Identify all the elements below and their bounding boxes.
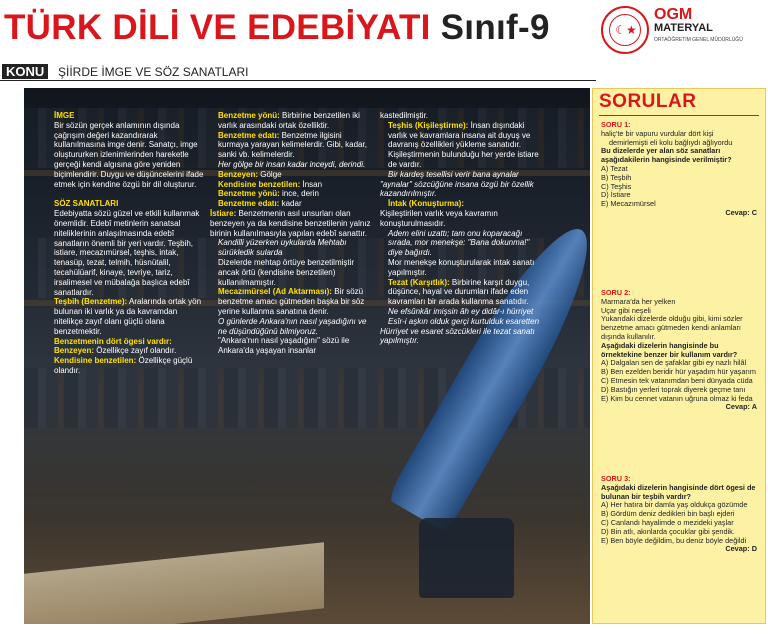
questions-panel bbox=[592, 88, 766, 624]
teshis-example: Bir kardeş tesellisi verir bana aynalar bbox=[388, 169, 519, 179]
option: A) Tezat bbox=[601, 163, 628, 173]
content-column-2: Benzetme yönü: Birbirine benzetilen iki varlık arasındaki ortak özelliktir. Benzetme edatı: Benzetme ilgisini kurmaya yarayan kelimelerdir. Gibi, kadar, sanki vb. kelimelerdir. Her gölge bir insan kadar inceydi, derindi. Benzeyen: Gölge Kendisine benzetilen: İnsan Benzetme yönü: ince, derin Benzetme edatı: kadar İstiare: Benzetmenin asıl unsurları olan benzeyen ya da kendisine benzetilenin yalnız birinin kullanılmasıyla yapılan edebî sanattır. Kandilli yüzerken uykularda Mehtabı sürükledik sularda Dizelerde mehtap örtüye benzetilmiştir ancak örtü (kendisine benzetilen) kullanılmamıştır. Mecazımürsel (Ad Aktarması): Bir sözü benzetme amacı gütmeden başka bir söz yerine kullanma sanatına denir. O günlerde Ankara'nın nasıl yaşadığını ve ne düşündüğünü bilmiyoruz. "Ankara'nın nasıl yaşadığını" sözü ile Ankara'da yaşayan insanlar bbox=[210, 111, 371, 356]
inkpot-image bbox=[419, 518, 514, 598]
benzetme-edati-label: Benzetme edatı: bbox=[218, 130, 280, 140]
option: D) Bastığın yerleri toprak diyerek geçme tanı bbox=[601, 384, 746, 394]
ministry-label: ORTAÖĞRETİM GENEL MÜDÜRLÜĞÜ bbox=[654, 37, 743, 43]
tesbih-label: Teşbih (Benzetme): bbox=[54, 297, 128, 307]
crescent-star-icon: ☾★ bbox=[615, 23, 637, 37]
option: D) İstiare bbox=[601, 190, 631, 200]
tezat-label: Tezat (Karşıtlık): bbox=[388, 277, 450, 287]
option: A) Her hatıra bir damla yaş olduk​ça gözümde bbox=[601, 500, 748, 510]
column3-continuation: kastedilmiştir. bbox=[380, 111, 429, 120]
question-3-prompt: Aşağıdaki dizelerin hangisinde dört ögesi de bulunan bir teşbih vardır? bbox=[601, 482, 756, 501]
tesbih-text: Aralarında ortak yön bulunan iki varlık ya da kavramdan nitelikçe zayıf olanı güçlü olana benzetmektir. bbox=[54, 297, 202, 336]
open-book-image bbox=[24, 542, 324, 624]
option: D) Bin atlı, akınlarda çocuklar gibi şendik. bbox=[601, 526, 735, 536]
benzetme-yonu-text: Birbirine benzetilen iki varlık arasındaki ortak özelliktir. bbox=[218, 111, 360, 130]
answer-3: Cevap: D bbox=[725, 544, 757, 554]
mecazimursel-label: Mecazımürsel (Ad Aktarması): bbox=[218, 287, 332, 297]
kendisine-benzetilen-text: Özellikçe güçlü olandır. bbox=[54, 356, 193, 375]
option: A) Dalgalan sen de şafaklar gibi ey nazlı hilâl bbox=[601, 358, 747, 368]
question-1-heading: SORU 1: bbox=[601, 120, 631, 129]
divider bbox=[599, 115, 759, 116]
page-title bbox=[4, 8, 550, 48]
option: C) Canlandı hayalimde o mezideki yaşlar bbox=[601, 517, 734, 527]
content-column-1 bbox=[46, 111, 206, 376]
option: E) Mecazımürsel bbox=[601, 199, 656, 209]
subject-title: TÜRK DİLİ VE EDEBİYATI bbox=[4, 8, 431, 47]
intak-note: Mor menekşe konuşturularak intak sanatı yapılmıştır. bbox=[388, 257, 535, 277]
teshis-note: "aynalar" sözcüğüne insana özgü bir özellik kazandırılmıştır. bbox=[380, 179, 534, 199]
benzetme-ogeleri-heading: Benzetmenin dört ögesi vardır: bbox=[54, 336, 172, 346]
benzeyen-label: Benzeyen: bbox=[54, 346, 95, 356]
mecazimursel-text: Bir sözü benzetme amacı gütmeden başka bir söz yerine kullanma sanatına denir. bbox=[218, 287, 365, 316]
answer-1: Cevap: C bbox=[725, 207, 757, 217]
mecazimursel-example: O günlerde Ankara'nın nasıl yaşadığını ve ne düşündüğünü bilmiyoruz. bbox=[218, 316, 367, 336]
benzetme-edati-text: Benzetme ilgisini kurmaya yarayan kelimelerdir. Gibi, kadar, sanki vb. kelimelerdir. bbox=[218, 130, 367, 160]
istiare-text: Benzetmenin asıl unsurları olan benzeyen ya da kendisine benzetilenin yalnız birinin kullanılmasıyla yapılan edebî sanattır. bbox=[210, 208, 371, 238]
question-1: SORU 1: haliç'te bir vapuru vurdular dört kişi demirlemişti eli kolu bağlıydı ağlıyordu Bu dizelerde yer alan söz sanatları aşağıdakilerin hangisinde verilmiştir? A) Tezat B) Teşbih C) Teşhis D) İstiare E) Mecazımürsel Cevap: C bbox=[601, 121, 761, 218]
istiare-example: Kandilli yüzerken uykularda Mehtabı sürükledik sularda bbox=[218, 238, 347, 258]
option: E) Ben böyle değildim, bu deniz böyle değildi bbox=[601, 535, 747, 545]
option: E) Kim bu cennet vatanın uğruna olmaz ki feda bbox=[601, 393, 753, 403]
option: B) Teşbih bbox=[601, 172, 632, 182]
question-2: SORU 2: Marmara'da her yelken Uçar gibi neşeli Yukarıdaki dizelerde olduğu gibi, kimi sözler benzetme amacı gütmeden kendi anlamları dışında kullanılır. Aşağıdaki dizelerin hangisinde bu örnektekine benzer bir kullanım vardır? A) Dalgalan sen de şafaklar gibi ey nazlı hilâl B) Ben ezelden beridir hür yaşadım hür yaşarım C) Etmesin tek vatanımdan beni dünyada cüda D) Bastığın yerleri toprak diyerek geçme tanı E) Kim bu cennet vatanın uğruna olmaz ki feda Cevap: A bbox=[601, 289, 761, 412]
topic-title: ŞİİRDE İMGE VE SÖZ SANATLARI bbox=[58, 65, 249, 79]
istiare-note: Dizelerde mehtap örtüye benzetilmiştir ancak örtü (kendisine benzetilen) kullanılmamıştır. bbox=[218, 257, 355, 287]
soz-sanatlari-text: Edebiyatta sözü güzel ve etkili kullanmak önemlidir. Edebî metinlerin sanatsal niteliklerinin anlaşılmasında edebî sanatların önemli bir yeri vardır. Teşbih, istiare, mecazımürsel, teşhis, intak, tenasüp, tezat, telmih, hüsnütalil, tecahülüarif, kinaye, tevriye, tariz, irsalimesel ve mübalağa başlıca edebî sanatlardır. bbox=[54, 209, 200, 297]
tezat-text: Birbirine karşıt duygu, düşünce, hayal ve durumları ifade eden kavramları bir arada kullanma sanatıdır. bbox=[388, 277, 530, 307]
question-1-prompt: Bu dizelerde yer alan söz sanatları aşağıdakilerin hangisinde verilmiştir? bbox=[601, 146, 732, 165]
topic-bar bbox=[0, 65, 596, 81]
teshis-text: İnsan dışındaki varlık ve kavramlara insana ait duyuş ve davranış özellikleri yükleme sanatıdır. Kişileştirmenin bulunduğu her yerde istiare de vardır. bbox=[388, 120, 539, 169]
questions-title: SORULAR bbox=[599, 91, 697, 112]
benzetme-yonu-label: Benzetme yönü: bbox=[218, 111, 280, 120]
tesbih-example: Her gölge bir insan kadar inceydi, derindi. bbox=[218, 159, 366, 169]
mecazimursel-note: "Ankara'nın nasıl yaşadığını" sözü ile Ankara'da yaşayan insanlar bbox=[218, 336, 350, 356]
materyal-label: MATERYAL bbox=[654, 22, 713, 34]
intak-label: İntak (Konuşturma): bbox=[388, 199, 464, 209]
option: B) Gördüm deniz dedikleri bin başlı ejderi bbox=[601, 509, 735, 519]
option: C) Teşhis bbox=[601, 181, 632, 191]
tezat-example: Ne efsûnkâr imişsin âh ey didâr-ı hürriyet Esîr-i aşkın olduk gerçi kurtulduk esaretten bbox=[388, 306, 540, 326]
question-3-heading: SORU 3: bbox=[601, 474, 631, 483]
kendisine-benzetilen-label: Kendisine benzetilen: bbox=[54, 356, 137, 366]
content-column-3 bbox=[380, 111, 540, 346]
soz-sanatlari-heading: SÖZ SANATLARI bbox=[54, 199, 119, 209]
imge-text: Bir sözün gerçek anlamının dışında çağrışım değeri kazandırarak kullanılmasına imge denir. Sanatçı, imge oluştururken izlenimlerinden hareketle gerçeği kendi algısına göre yeniden biçimlendirir. Duygu ve düşüncelerini ifade etmek için kendine özgü bir dil oluşturur. bbox=[54, 120, 204, 189]
answer-2: Cevap: A bbox=[725, 402, 757, 412]
question-2-heading: SORU 2: bbox=[601, 288, 631, 297]
option: B) Ben ezelden beridir hür yaşadım hür yaşarım bbox=[601, 367, 756, 377]
benzeyen-text: Özellikçe zayıf olandır. bbox=[96, 346, 177, 356]
option: C) Etmesin tek vatanımdan beni dünyada cüda bbox=[601, 375, 753, 385]
konu-label: KONU bbox=[2, 64, 48, 79]
tezat-note: Hürriyet ve esaret sözcükleri ile tezat sanatı yapılmıştır. bbox=[380, 326, 535, 346]
question-3 bbox=[601, 475, 761, 554]
intak-text: Kişileştirilen varlık veya kavramın konuşturulmasıdır. bbox=[380, 208, 498, 228]
grade-label: Sınıf-9 bbox=[440, 8, 550, 47]
intak-example: Adem elini uzattı; tam onu koparacağı sırada, mor menekşe: "Bana dokunma!" diye bağırdı. bbox=[388, 228, 530, 258]
istiare-label: İstiare: bbox=[210, 208, 237, 218]
imge-heading: İMGE bbox=[54, 111, 75, 120]
ministry-logo bbox=[601, 6, 649, 54]
ogm-label: OGM bbox=[654, 6, 693, 23]
teshis-label: Teşhis (Kişileştirme): bbox=[388, 120, 469, 130]
question-2-prompt: Aşağıdaki dizelerin hangisinde bu örnektekine benzer bir kullanım vardır? bbox=[601, 340, 738, 359]
